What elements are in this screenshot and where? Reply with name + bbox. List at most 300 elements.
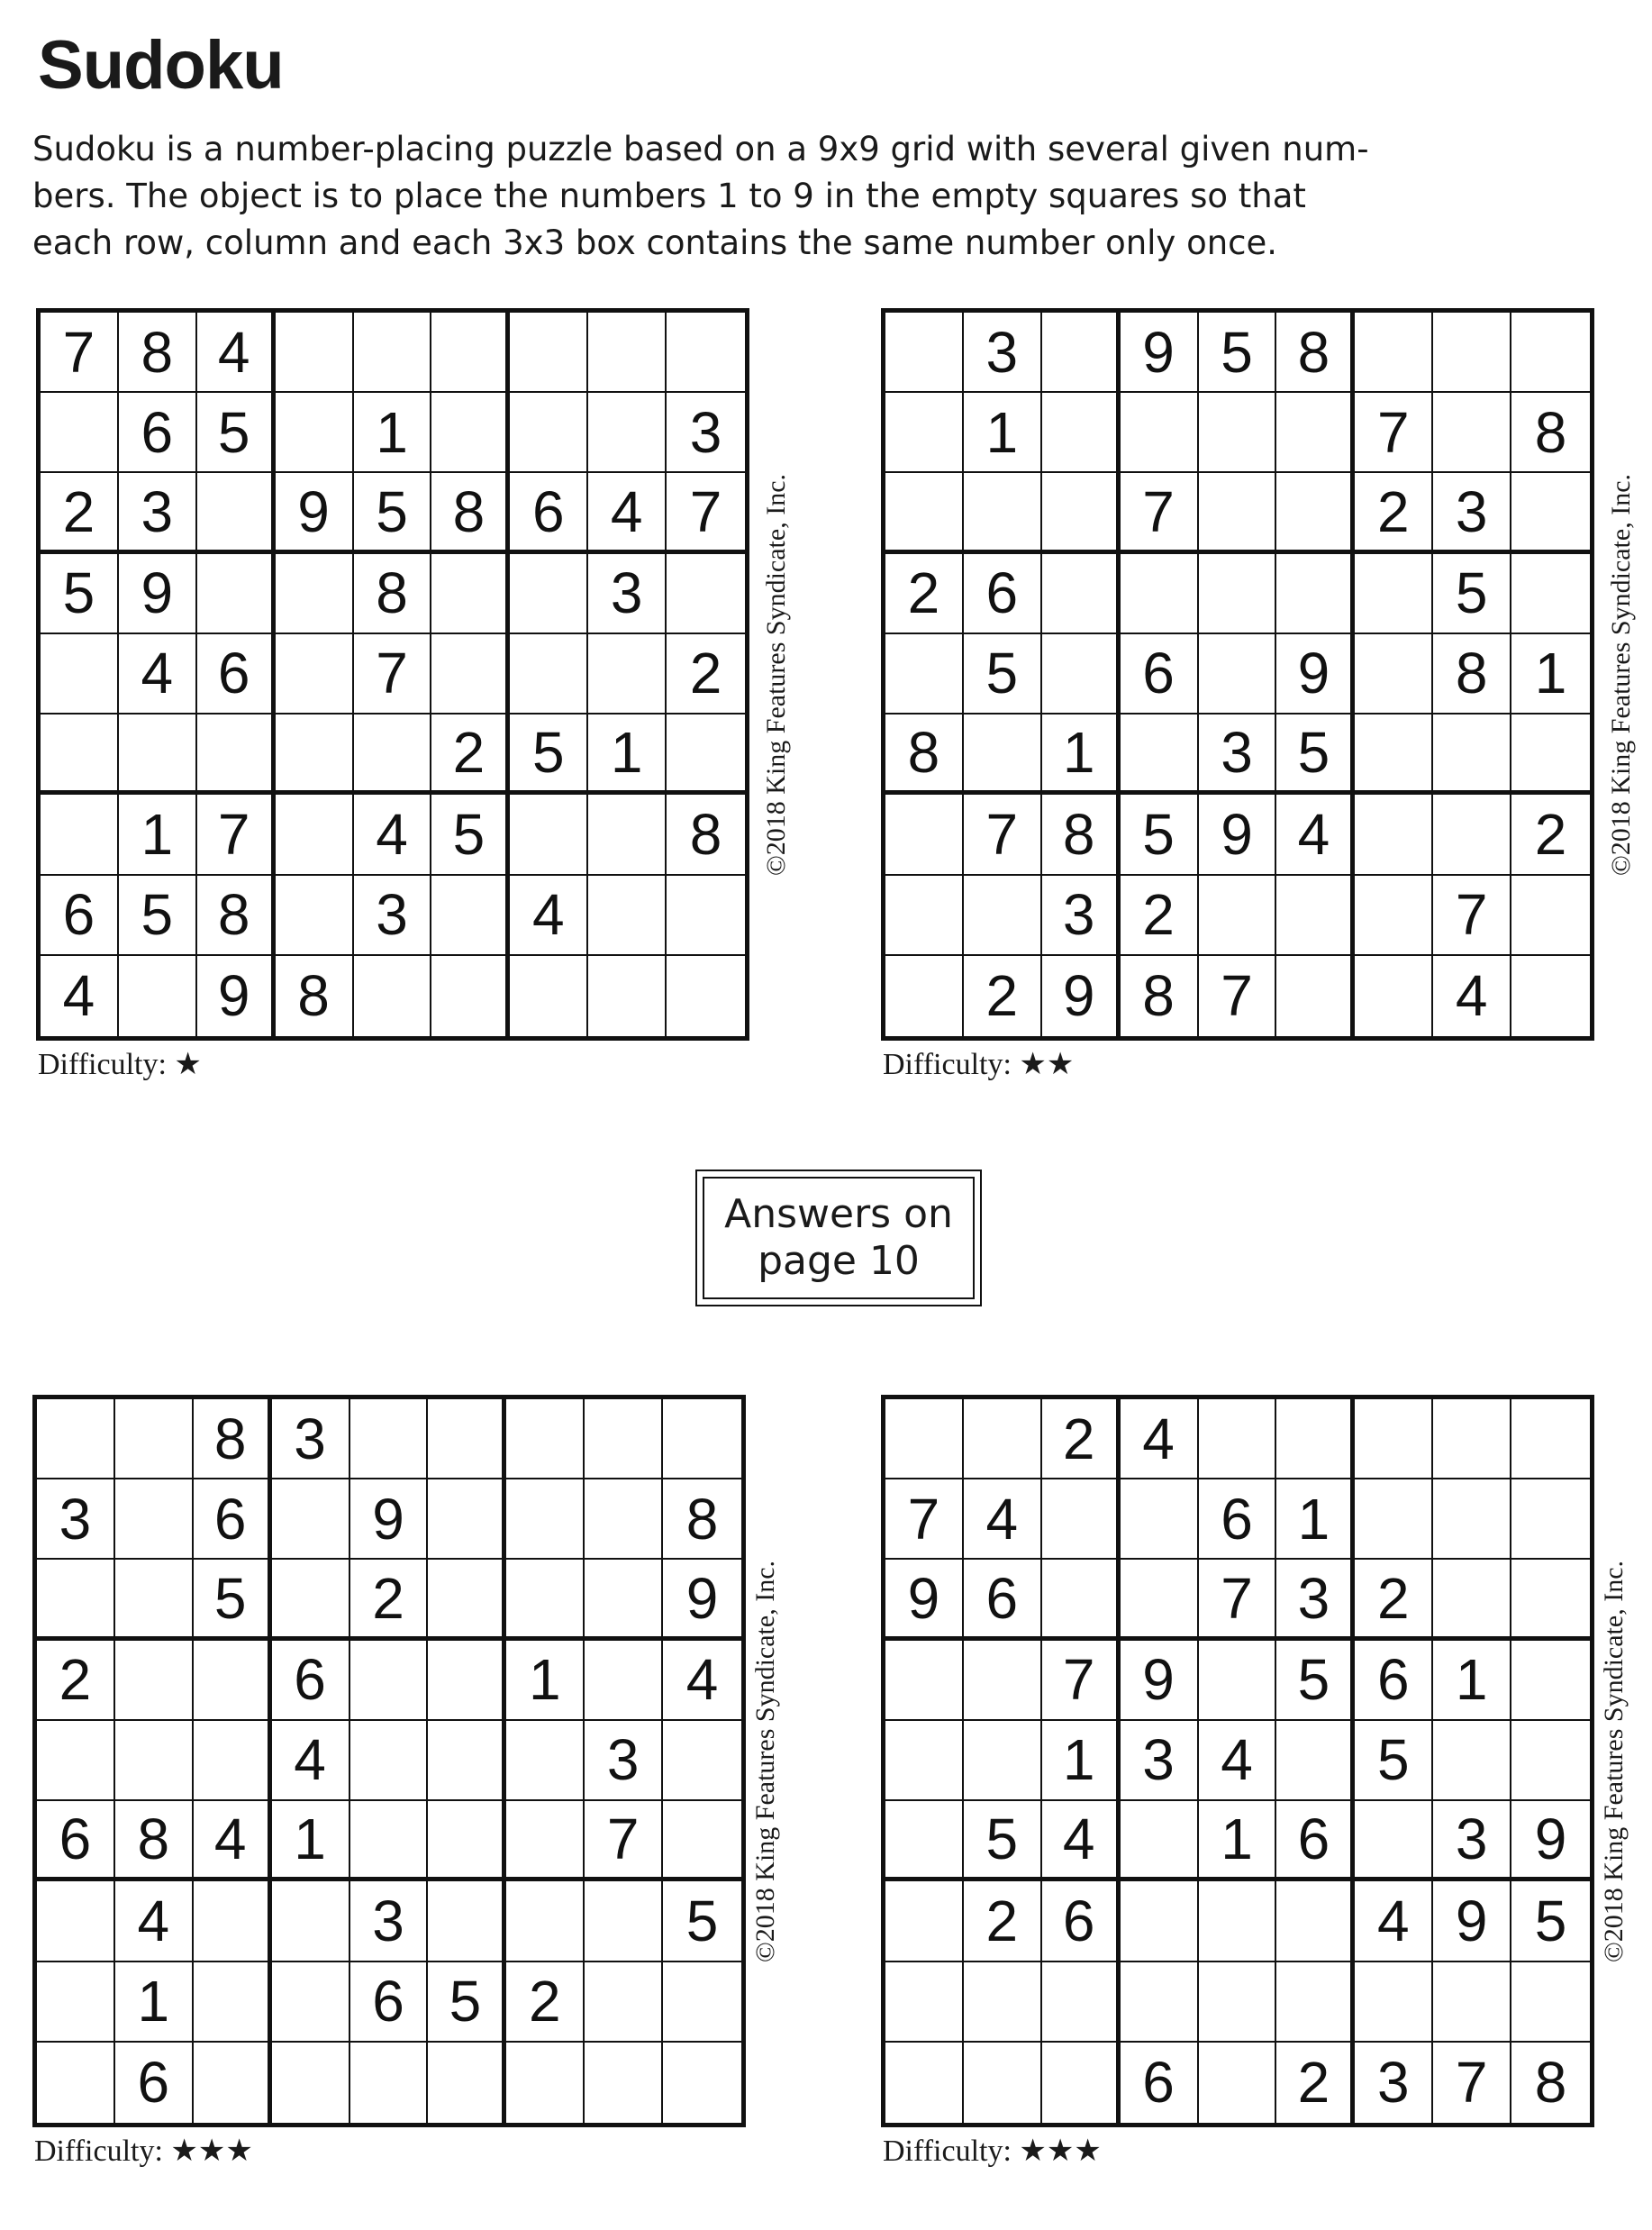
sudoku-cell[interactable] — [506, 1801, 585, 1881]
sudoku-cell: 9 — [1042, 956, 1121, 1036]
sudoku-cell[interactable] — [428, 1721, 506, 1801]
sudoku-cell[interactable] — [585, 1399, 663, 1479]
sudoku-cell[interactable] — [1355, 634, 1433, 715]
sudoku-cell[interactable] — [1199, 473, 1277, 553]
sudoku-cell[interactable] — [350, 1399, 429, 1479]
sudoku-cell[interactable] — [1199, 2043, 1277, 2123]
sudoku-grid — [881, 1395, 1594, 2127]
sudoku-cell[interactable] — [37, 1881, 115, 1961]
sudoku-cell[interactable] — [885, 1721, 964, 1801]
instructions-line: Sudoku is a number-placing puzzle based on a 9x9 grid with several given num- — [32, 130, 1369, 168]
sudoku-cell[interactable] — [1355, 715, 1433, 795]
sudoku-cell: 4 — [1433, 956, 1511, 1036]
sudoku-cell[interactable] — [1199, 1881, 1277, 1961]
sudoku-cell: 2 — [431, 715, 510, 795]
sudoku-cell[interactable] — [115, 1641, 194, 1721]
sudoku-cell: 4 — [964, 1479, 1042, 1560]
sudoku-cell: 5 — [428, 1962, 506, 2043]
sudoku-cell: 8 — [667, 795, 745, 875]
sudoku-cell: 4 — [41, 956, 119, 1036]
sudoku-grid — [36, 308, 749, 1041]
sudoku-cell[interactable] — [885, 473, 964, 553]
sudoku-cell[interactable] — [1355, 1399, 1433, 1479]
sudoku-cell: 1 — [1042, 1721, 1121, 1801]
sudoku-cell[interactable] — [885, 2043, 964, 2123]
sudoku-cell: 3 — [1355, 2043, 1433, 2123]
sudoku-cell: 4 — [272, 1721, 350, 1801]
sudoku-cell: 1 — [1199, 1801, 1277, 1881]
sudoku-cell[interactable] — [41, 393, 119, 473]
sudoku-cell: 4 — [1042, 1801, 1121, 1881]
sudoku-cell: 1 — [272, 1801, 350, 1881]
sudoku-cell: 5 — [663, 1881, 741, 1961]
sudoku-cell: 9 — [1276, 634, 1355, 715]
sudoku-cell[interactable] — [663, 1962, 741, 2043]
sudoku-cell[interactable] — [510, 393, 588, 473]
sudoku-cell: 8 — [194, 1399, 272, 1479]
sudoku-cell: 5 — [1199, 313, 1277, 393]
sudoku-cell: 4 — [663, 1641, 741, 1721]
sudoku-cell[interactable] — [194, 1962, 272, 2043]
sudoku-cell[interactable] — [431, 634, 510, 715]
sudoku-cell[interactable] — [1433, 313, 1511, 393]
sudoku-cell[interactable] — [1042, 1560, 1121, 1640]
sudoku-cell[interactable] — [350, 1721, 429, 1801]
sudoku-cell: 3 — [119, 473, 197, 553]
sudoku-cell[interactable] — [585, 1479, 663, 1560]
sudoku-cell: 8 — [115, 1801, 194, 1881]
sudoku-cell: 5 — [964, 634, 1042, 715]
sudoku-cell[interactable] — [1199, 634, 1277, 715]
sudoku-cell[interactable] — [1276, 956, 1355, 1036]
sudoku-cell: 2 — [1355, 473, 1433, 553]
sudoku-cell[interactable] — [1042, 1479, 1121, 1560]
sudoku-cell[interactable] — [885, 1881, 964, 1961]
sudoku-cell: 7 — [964, 795, 1042, 875]
sudoku-cell: 7 — [1433, 2043, 1511, 2123]
sudoku-cell: 7 — [1042, 1641, 1121, 1721]
sudoku-cell[interactable] — [41, 634, 119, 715]
sudoku-cell[interactable] — [272, 1560, 350, 1640]
sudoku-cell[interactable] — [588, 634, 667, 715]
sudoku-cell: 5 — [354, 473, 432, 553]
sudoku-cell[interactable] — [588, 313, 667, 393]
sudoku-cell[interactable] — [37, 1721, 115, 1801]
sudoku-cell[interactable] — [1433, 1721, 1511, 1801]
sudoku-cell: 7 — [354, 634, 432, 715]
sudoku-cell[interactable] — [1276, 876, 1355, 956]
sudoku-cell[interactable] — [588, 393, 667, 473]
sudoku-cell: 4 — [510, 876, 588, 956]
sudoku-cell: 3 — [272, 1399, 350, 1479]
sudoku-cell[interactable] — [1355, 876, 1433, 956]
sudoku-cell[interactable] — [276, 634, 354, 715]
sudoku-cell[interactable] — [431, 876, 510, 956]
sudoku-cell[interactable] — [119, 956, 197, 1036]
sudoku-cell[interactable] — [431, 956, 510, 1036]
sudoku-cell[interactable] — [885, 1962, 964, 2043]
sudoku-cell: 8 — [885, 715, 964, 795]
sudoku-cell: 9 — [1511, 1801, 1590, 1881]
sudoku-cell[interactable] — [510, 956, 588, 1036]
sudoku-cell: 6 — [1199, 1479, 1277, 1560]
sudoku-cell[interactable] — [37, 2043, 115, 2123]
sudoku-cell: 1 — [506, 1641, 585, 1721]
sudoku-cell: 9 — [350, 1479, 429, 1560]
sudoku-cell: 6 — [119, 393, 197, 473]
sudoku-cell[interactable] — [1276, 554, 1355, 634]
sudoku-cell[interactable] — [276, 313, 354, 393]
answers-note-line: Answers on — [724, 1191, 953, 1237]
sudoku-cell[interactable] — [194, 2043, 272, 2123]
sudoku-cell[interactable] — [506, 1560, 585, 1640]
sudoku-cell[interactable] — [276, 795, 354, 875]
sudoku-cell[interactable] — [1433, 393, 1511, 473]
sudoku-cell[interactable] — [964, 1399, 1042, 1479]
sudoku-cell[interactable] — [276, 715, 354, 795]
sudoku-cell[interactable] — [197, 554, 276, 634]
sudoku-cell: 7 — [197, 795, 276, 875]
sudoku-cell[interactable] — [964, 876, 1042, 956]
sudoku-cell[interactable] — [1433, 795, 1511, 875]
sudoku-cell[interactable] — [1511, 715, 1590, 795]
sudoku-cell: 7 — [585, 1801, 663, 1881]
sudoku-cell[interactable] — [1433, 1399, 1511, 1479]
sudoku-cell: 9 — [276, 473, 354, 553]
sudoku-cell[interactable] — [667, 715, 745, 795]
sudoku-cell[interactable] — [428, 1641, 506, 1721]
sudoku-cell[interactable] — [1121, 715, 1199, 795]
difficulty-rating: Difficulty: ★★ — [883, 1048, 1075, 1081]
sudoku-cell: 9 — [1433, 1881, 1511, 1961]
sudoku-cell: 7 — [1121, 473, 1199, 553]
sudoku-cell: 8 — [354, 554, 432, 634]
sudoku-cell: 6 — [1121, 2043, 1199, 2123]
sudoku-cell: 2 — [506, 1962, 585, 2043]
sudoku-cell[interactable] — [119, 715, 197, 795]
sudoku-cell[interactable] — [1121, 393, 1199, 473]
sudoku-cell: 6 — [964, 554, 1042, 634]
sudoku-cell[interactable] — [506, 1479, 585, 1560]
sudoku-cell: 2 — [37, 1641, 115, 1721]
sudoku-cell[interactable] — [276, 876, 354, 956]
sudoku-cell[interactable] — [663, 1801, 741, 1881]
sudoku-cell[interactable] — [1121, 1479, 1199, 1560]
sudoku-cell: 6 — [115, 2043, 194, 2123]
sudoku-cell[interactable] — [964, 473, 1042, 553]
sudoku-cell: 2 — [1276, 2043, 1355, 2123]
sudoku-cell[interactable] — [885, 1399, 964, 1479]
sudoku-cell: 4 — [1276, 795, 1355, 875]
sudoku-cell: 2 — [964, 1881, 1042, 1961]
sudoku-cell: 8 — [1433, 634, 1511, 715]
sudoku-cell[interactable] — [1511, 1641, 1590, 1721]
sudoku-puzzle-1 — [36, 308, 791, 1092]
sudoku-cell[interactable] — [1511, 876, 1590, 956]
sudoku-cell[interactable] — [663, 1721, 741, 1801]
difficulty-rating: Difficulty: ★★★ — [883, 2134, 1102, 2168]
sudoku-cell[interactable] — [1433, 1962, 1511, 2043]
sudoku-cell: 6 — [194, 1479, 272, 1560]
sudoku-cell[interactable] — [588, 795, 667, 875]
sudoku-cell[interactable] — [1276, 473, 1355, 553]
sudoku-cell: 5 — [1433, 554, 1511, 634]
sudoku-cell[interactable] — [1355, 313, 1433, 393]
sudoku-cell[interactable] — [510, 313, 588, 393]
copyright-notice: ©2018 King Features Syndicate, Inc. — [761, 473, 791, 876]
sudoku-cell[interactable] — [510, 634, 588, 715]
sudoku-cell: 7 — [1199, 1560, 1277, 1640]
sudoku-cell: 5 — [197, 393, 276, 473]
sudoku-cell[interactable] — [37, 1399, 115, 1479]
sudoku-cell[interactable] — [1511, 956, 1590, 1036]
sudoku-cell: 1 — [115, 1962, 194, 2043]
sudoku-cell[interactable] — [1121, 1881, 1199, 1961]
sudoku-cell: 2 — [885, 554, 964, 634]
sudoku-cell[interactable] — [885, 1641, 964, 1721]
sudoku-cell[interactable] — [1511, 1479, 1590, 1560]
sudoku-cell: 1 — [964, 393, 1042, 473]
sudoku-cell: 4 — [115, 1881, 194, 1961]
sudoku-cell[interactable] — [350, 1801, 429, 1881]
sudoku-cell: 7 — [667, 473, 745, 553]
sudoku-cell: 1 — [1042, 715, 1121, 795]
sudoku-cell[interactable] — [1042, 2043, 1121, 2123]
sudoku-cell: 6 — [1355, 1641, 1433, 1721]
copyright-notice: ©2018 King Features Syndicate, Inc. — [1599, 1560, 1629, 1962]
sudoku-cell[interactable] — [350, 1641, 429, 1721]
answers-note-line: page 10 — [758, 1238, 920, 1284]
sudoku-cell[interactable] — [964, 1641, 1042, 1721]
sudoku-cell: 5 — [119, 876, 197, 956]
sudoku-cell: 1 — [1511, 634, 1590, 715]
sudoku-cell[interactable] — [964, 1962, 1042, 2043]
sudoku-cell: 3 — [350, 1881, 429, 1961]
sudoku-cell: 8 — [119, 313, 197, 393]
sudoku-cell[interactable] — [588, 956, 667, 1036]
sudoku-cell: 3 — [1433, 1801, 1511, 1881]
sudoku-cell[interactable] — [885, 393, 964, 473]
sudoku-cell: 9 — [1121, 313, 1199, 393]
sudoku-cell[interactable] — [41, 795, 119, 875]
sudoku-cell[interactable] — [964, 715, 1042, 795]
sudoku-cell: 3 — [354, 876, 432, 956]
sudoku-cell[interactable] — [272, 1479, 350, 1560]
sudoku-cell: 5 — [1121, 795, 1199, 875]
sudoku-cell[interactable] — [506, 1399, 585, 1479]
sudoku-cell: 2 — [1511, 795, 1590, 875]
sudoku-cell: 5 — [1355, 1721, 1433, 1801]
sudoku-cell[interactable] — [1042, 473, 1121, 553]
sudoku-cell[interactable] — [1276, 1881, 1355, 1961]
sudoku-cell[interactable] — [1355, 1479, 1433, 1560]
sudoku-cell[interactable] — [1199, 1399, 1277, 1479]
sudoku-cell[interactable] — [276, 393, 354, 473]
sudoku-cell[interactable] — [585, 1560, 663, 1640]
sudoku-cell[interactable] — [510, 795, 588, 875]
sudoku-cell: 6 — [41, 876, 119, 956]
sudoku-cell: 7 — [1433, 876, 1511, 956]
sudoku-cell[interactable] — [1511, 473, 1590, 553]
sudoku-cell: 7 — [1355, 393, 1433, 473]
sudoku-cell[interactable] — [964, 1721, 1042, 1801]
sudoku-cell[interactable] — [885, 313, 964, 393]
sudoku-cell[interactable] — [431, 393, 510, 473]
sudoku-cell: 3 — [588, 554, 667, 634]
sudoku-cell[interactable] — [37, 1962, 115, 2043]
sudoku-cell[interactable] — [194, 1881, 272, 1961]
sudoku-cell[interactable] — [1042, 1962, 1121, 2043]
sudoku-cell[interactable] — [1511, 1560, 1590, 1640]
sudoku-cell[interactable] — [964, 2043, 1042, 2123]
sudoku-cell: 5 — [964, 1801, 1042, 1881]
sudoku-cell[interactable] — [1433, 715, 1511, 795]
sudoku-cell[interactable] — [1121, 1962, 1199, 2043]
sudoku-cell[interactable] — [272, 2043, 350, 2123]
sudoku-cell[interactable] — [1355, 956, 1433, 1036]
sudoku-cell: 4 — [197, 313, 276, 393]
sudoku-cell: 1 — [1276, 1479, 1355, 1560]
sudoku-cell[interactable] — [354, 956, 432, 1036]
sudoku-cell[interactable] — [1199, 1962, 1277, 2043]
sudoku-cell[interactable] — [354, 313, 432, 393]
sudoku-cell[interactable] — [1121, 1801, 1199, 1881]
sudoku-cell: 9 — [885, 1560, 964, 1640]
sudoku-cell[interactable] — [1355, 1962, 1433, 2043]
sudoku-cell: 5 — [1511, 1881, 1590, 1961]
sudoku-cell[interactable] — [272, 1962, 350, 2043]
sudoku-cell[interactable] — [885, 876, 964, 956]
sudoku-cell[interactable] — [1199, 393, 1277, 473]
sudoku-cell[interactable] — [37, 1560, 115, 1640]
difficulty-rating: Difficulty: ★★★ — [34, 2134, 253, 2168]
sudoku-cell[interactable] — [1276, 1962, 1355, 2043]
sudoku-cell: 3 — [964, 313, 1042, 393]
sudoku-cell: 7 — [41, 313, 119, 393]
sudoku-cell: 6 — [510, 473, 588, 553]
sudoku-cell[interactable] — [663, 2043, 741, 2123]
sudoku-cell[interactable] — [1121, 1560, 1199, 1640]
sudoku-cell[interactable] — [1042, 554, 1121, 634]
sudoku-cell[interactable] — [1199, 876, 1277, 956]
sudoku-cell[interactable] — [197, 473, 276, 553]
sudoku-cell: 9 — [197, 956, 276, 1036]
sudoku-puzzle-4 — [881, 1395, 1629, 2179]
sudoku-cell: 8 — [197, 876, 276, 956]
sudoku-cell: 9 — [1121, 1641, 1199, 1721]
sudoku-cell[interactable] — [667, 876, 745, 956]
sudoku-cell[interactable] — [667, 554, 745, 634]
sudoku-cell[interactable] — [1433, 1560, 1511, 1640]
sudoku-cell[interactable] — [194, 1641, 272, 1721]
sudoku-cell: 4 — [354, 795, 432, 875]
sudoku-cell[interactable] — [272, 1881, 350, 1961]
sudoku-cell[interactable] — [1355, 554, 1433, 634]
sudoku-puzzle-2 — [881, 308, 1636, 1092]
sudoku-cell[interactable] — [194, 1721, 272, 1801]
sudoku-cell[interactable] — [1511, 1962, 1590, 2043]
sudoku-cell[interactable] — [428, 1479, 506, 1560]
sudoku-cell[interactable] — [885, 1801, 964, 1881]
sudoku-cell[interactable] — [1433, 1479, 1511, 1560]
sudoku-cell[interactable] — [510, 554, 588, 634]
sudoku-cell[interactable] — [350, 2043, 429, 2123]
sudoku-cell[interactable] — [506, 2043, 585, 2123]
sudoku-cell[interactable] — [276, 554, 354, 634]
sudoku-cell[interactable] — [354, 715, 432, 795]
sudoku-cell: 4 — [1199, 1721, 1277, 1801]
sudoku-cell[interactable] — [1121, 554, 1199, 634]
sudoku-cell: 2 — [1042, 1399, 1121, 1479]
sudoku-cell[interactable] — [667, 313, 745, 393]
sudoku-cell[interactable] — [431, 313, 510, 393]
sudoku-cell[interactable] — [1355, 795, 1433, 875]
sudoku-cell[interactable] — [428, 1399, 506, 1479]
sudoku-cell[interactable] — [885, 795, 964, 875]
sudoku-cell[interactable] — [115, 1721, 194, 1801]
sudoku-cell[interactable] — [428, 1801, 506, 1881]
sudoku-cell[interactable] — [663, 1399, 741, 1479]
sudoku-cell[interactable] — [41, 715, 119, 795]
sudoku-cell[interactable] — [431, 554, 510, 634]
sudoku-cell: 3 — [1042, 876, 1121, 956]
sudoku-cell: 3 — [1276, 1560, 1355, 1640]
sudoku-cell: 2 — [667, 634, 745, 715]
sudoku-cell[interactable] — [1276, 1721, 1355, 1801]
sudoku-cell: 2 — [964, 956, 1042, 1036]
sudoku-cell: 8 — [1042, 795, 1121, 875]
sudoku-cell[interactable] — [506, 1881, 585, 1961]
sudoku-cell: 5 — [1276, 1641, 1355, 1721]
answers-note-inner — [703, 1177, 975, 1299]
sudoku-cell: 2 — [1121, 876, 1199, 956]
sudoku-cell[interactable] — [885, 956, 964, 1036]
sudoku-cell[interactable] — [667, 956, 745, 1036]
sudoku-cell[interactable] — [588, 876, 667, 956]
sudoku-cell[interactable] — [585, 1881, 663, 1961]
sudoku-cell[interactable] — [1042, 313, 1121, 393]
sudoku-cell[interactable] — [428, 1881, 506, 1961]
sudoku-cell[interactable] — [115, 1560, 194, 1640]
sudoku-cell: 9 — [1199, 795, 1277, 875]
instructions-line: each row, column and each 3x3 box contains the same number only once. — [32, 223, 1278, 262]
sudoku-cell[interactable] — [1199, 1641, 1277, 1721]
sudoku-cell[interactable] — [1511, 1399, 1590, 1479]
sudoku-cell[interactable] — [585, 1641, 663, 1721]
sudoku-cell[interactable] — [1511, 554, 1590, 634]
sudoku-cell[interactable] — [1276, 1399, 1355, 1479]
sudoku-cell: 8 — [431, 473, 510, 553]
sudoku-cell[interactable] — [506, 1721, 585, 1801]
sudoku-cell[interactable] — [585, 2043, 663, 2123]
sudoku-cell[interactable] — [197, 715, 276, 795]
sudoku-cell[interactable] — [585, 1962, 663, 2043]
sudoku-cell: 3 — [1121, 1721, 1199, 1801]
sudoku-cell[interactable] — [1042, 393, 1121, 473]
sudoku-cell[interactable] — [885, 634, 964, 715]
sudoku-cell[interactable] — [428, 2043, 506, 2123]
sudoku-cell[interactable] — [1276, 393, 1355, 473]
sudoku-cell[interactable] — [1199, 554, 1277, 634]
sudoku-cell[interactable] — [115, 1399, 194, 1479]
sudoku-cell[interactable] — [1042, 634, 1121, 715]
sudoku-cell: 6 — [272, 1641, 350, 1721]
sudoku-cell[interactable] — [1355, 1801, 1433, 1881]
sudoku-cell[interactable] — [1511, 1721, 1590, 1801]
sudoku-cell[interactable] — [428, 1560, 506, 1640]
sudoku-cell[interactable] — [1511, 313, 1590, 393]
sudoku-cell[interactable] — [115, 1479, 194, 1560]
